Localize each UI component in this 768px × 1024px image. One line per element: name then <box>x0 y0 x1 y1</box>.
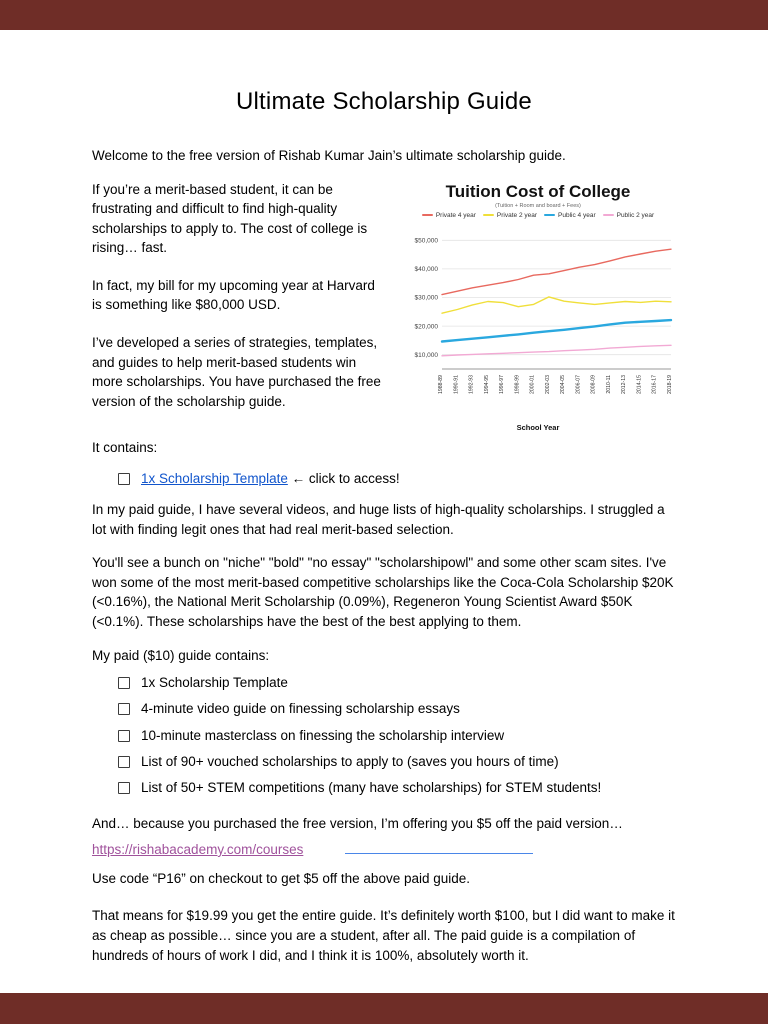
checklist-item <box>118 778 676 798</box>
contains-label: It contains: <box>92 439 158 455</box>
checkbox-icon <box>118 473 130 485</box>
legend-swatch <box>483 214 494 216</box>
checklist-item <box>118 752 676 772</box>
empty-link-underline <box>345 840 533 854</box>
chart-title: Tuition Cost of College <box>445 181 631 201</box>
closing-paragraph: That means for $19.99 you get the entire guide. It’s definitely worth $100, but I did want to make it as cheap as possible… since you are a student, after all. The paid guide is a compilation of hundreds of hours of work I did, and I think it is 100%, absolutely worth it. <box>92 908 675 963</box>
svg-text:$30,000: $30,000 <box>414 294 438 302</box>
svg-text:2010-11: 2010-11 <box>605 374 612 394</box>
legend-item: Public 4 year <box>544 212 596 219</box>
right-chart-column <box>400 180 676 432</box>
legend-swatch <box>603 214 614 216</box>
svg-text:2014-15: 2014-15 <box>636 374 643 394</box>
paragraph-harvard-bill: In fact, my bill for my upcoming year at Harvard is something like $80,000 USD. <box>92 277 375 313</box>
page-title: Ultimate Scholarship Guide <box>235 88 532 115</box>
tuition-line-plot <box>400 221 676 421</box>
svg-text:$40,000: $40,000 <box>414 265 438 273</box>
svg-text:$50,000: $50,000 <box>414 237 438 245</box>
chart-subtitle: (Tuition + Room and board + Fees) <box>495 202 581 209</box>
checkbox-icon <box>118 756 130 768</box>
paragraph-scam-sites: You'll see a bunch on "niche" "bold" "no essay" "scholarshipowl" and some other scam sites. I've won some of the most merit-based competitive scholarships like the Coca-Cola Scholarship $20K (<0.16%), the National Merit Scholarship (0.09%), Regeneron Young Scientist Award $50K (<0.1%). These scholarships have the best of the best applying to them. <box>92 555 674 629</box>
svg-text:2002-03: 2002-03 <box>544 374 551 394</box>
legend-swatch <box>544 214 555 216</box>
svg-text:1996-97: 1996-97 <box>499 374 506 394</box>
paragraph-paid-guide-intro: In my paid guide, I have several videos, and huge lists of high-quality scholarships. I struggled a lot with finding legit ones that had real merit-based selection. <box>92 502 665 537</box>
legend-item: Public 2 year <box>603 212 655 219</box>
checklist-item-label: List of 50+ STEM competitions (many have scholarships) for STEM students! <box>141 780 602 796</box>
free-guide-item <box>118 471 676 486</box>
svg-text:1990-91: 1990-91 <box>453 374 460 394</box>
paragraph-strategies: I’ve developed a series of strategies, templates, and guides to help merit-based students win more scholarships. You have purchased the free version of the scholarship guide. <box>92 334 381 409</box>
rishabacademy-courses-link[interactable]: https://rishabacademy.com/courses <box>92 841 304 857</box>
legend-item: Private 4 year <box>422 212 476 219</box>
viewer-bottom-bar <box>0 993 768 1024</box>
legend-item: Private 2 year <box>483 212 537 219</box>
svg-text:2016-17: 2016-17 <box>651 374 658 394</box>
scholarship-template-link[interactable]: 1x Scholarship Template <box>141 471 288 487</box>
paid-guide-checklist <box>118 673 676 798</box>
viewer-top-bar <box>0 0 768 30</box>
checklist-item-label: List of 90+ vouched scholarships to apply to (saves you hours of time) <box>141 753 559 769</box>
paragraph-cost-rising: If you’re a merit-based student, it can be frustrating and difficult to find high-quality scholarships to apply to. The cost of college is rising… fast. <box>92 181 368 256</box>
chart-x-axis-label: School Year <box>516 422 560 432</box>
document-page <box>0 30 768 993</box>
checklist-item-label: 1x Scholarship Template <box>141 675 288 691</box>
svg-text:2012-13: 2012-13 <box>621 374 628 394</box>
legend-swatch <box>422 214 433 216</box>
course-link-line <box>92 840 676 857</box>
svg-text:2018-19: 2018-19 <box>667 374 673 394</box>
svg-text:2006-07: 2006-07 <box>575 374 582 394</box>
svg-text:$10,000: $10,000 <box>414 351 438 359</box>
svg-text:1998-99: 1998-99 <box>514 374 521 394</box>
checklist-item <box>118 726 676 746</box>
checkbox-icon <box>118 730 130 742</box>
checkbox-icon <box>118 703 130 715</box>
svg-text:2004-05: 2004-05 <box>560 374 567 394</box>
checklist-item-label: 10-minute masterclass on finessing the scholarship interview <box>141 727 505 743</box>
checklist-item <box>118 673 676 693</box>
checkbox-icon <box>118 782 130 794</box>
svg-text:$20,000: $20,000 <box>414 322 438 330</box>
paid-guide-label: My paid ($10) guide contains: <box>92 647 270 663</box>
tuition-cost-chart <box>400 182 676 432</box>
text-and-chart-section <box>92 180 676 432</box>
svg-text:2008-09: 2008-09 <box>590 374 597 394</box>
svg-text:1992-93: 1992-93 <box>468 374 475 394</box>
offer-paragraph: And… because you purchased the free version, I’m offering you $5 off the paid version… <box>92 816 623 832</box>
svg-text:2000-01: 2000-01 <box>529 374 536 394</box>
intro-paragraph: Welcome to the free version of Rishab Kumar Jain’s ultimate scholarship guide. <box>92 148 566 163</box>
chart-legend <box>400 212 676 219</box>
click-to-access-text: ← click to access! <box>287 471 400 487</box>
left-text-column <box>92 180 384 432</box>
checkbox-icon <box>118 677 130 689</box>
discount-code-paragraph: Use code “P16” on checkout to get $5 off the above paid guide. <box>92 870 471 886</box>
svg-text:1988-89: 1988-89 <box>438 374 444 394</box>
checklist-item <box>118 699 676 719</box>
checklist-item-label: 4-minute video guide on finessing scholarship essays <box>141 701 460 717</box>
svg-text:1994-95: 1994-95 <box>483 374 490 394</box>
